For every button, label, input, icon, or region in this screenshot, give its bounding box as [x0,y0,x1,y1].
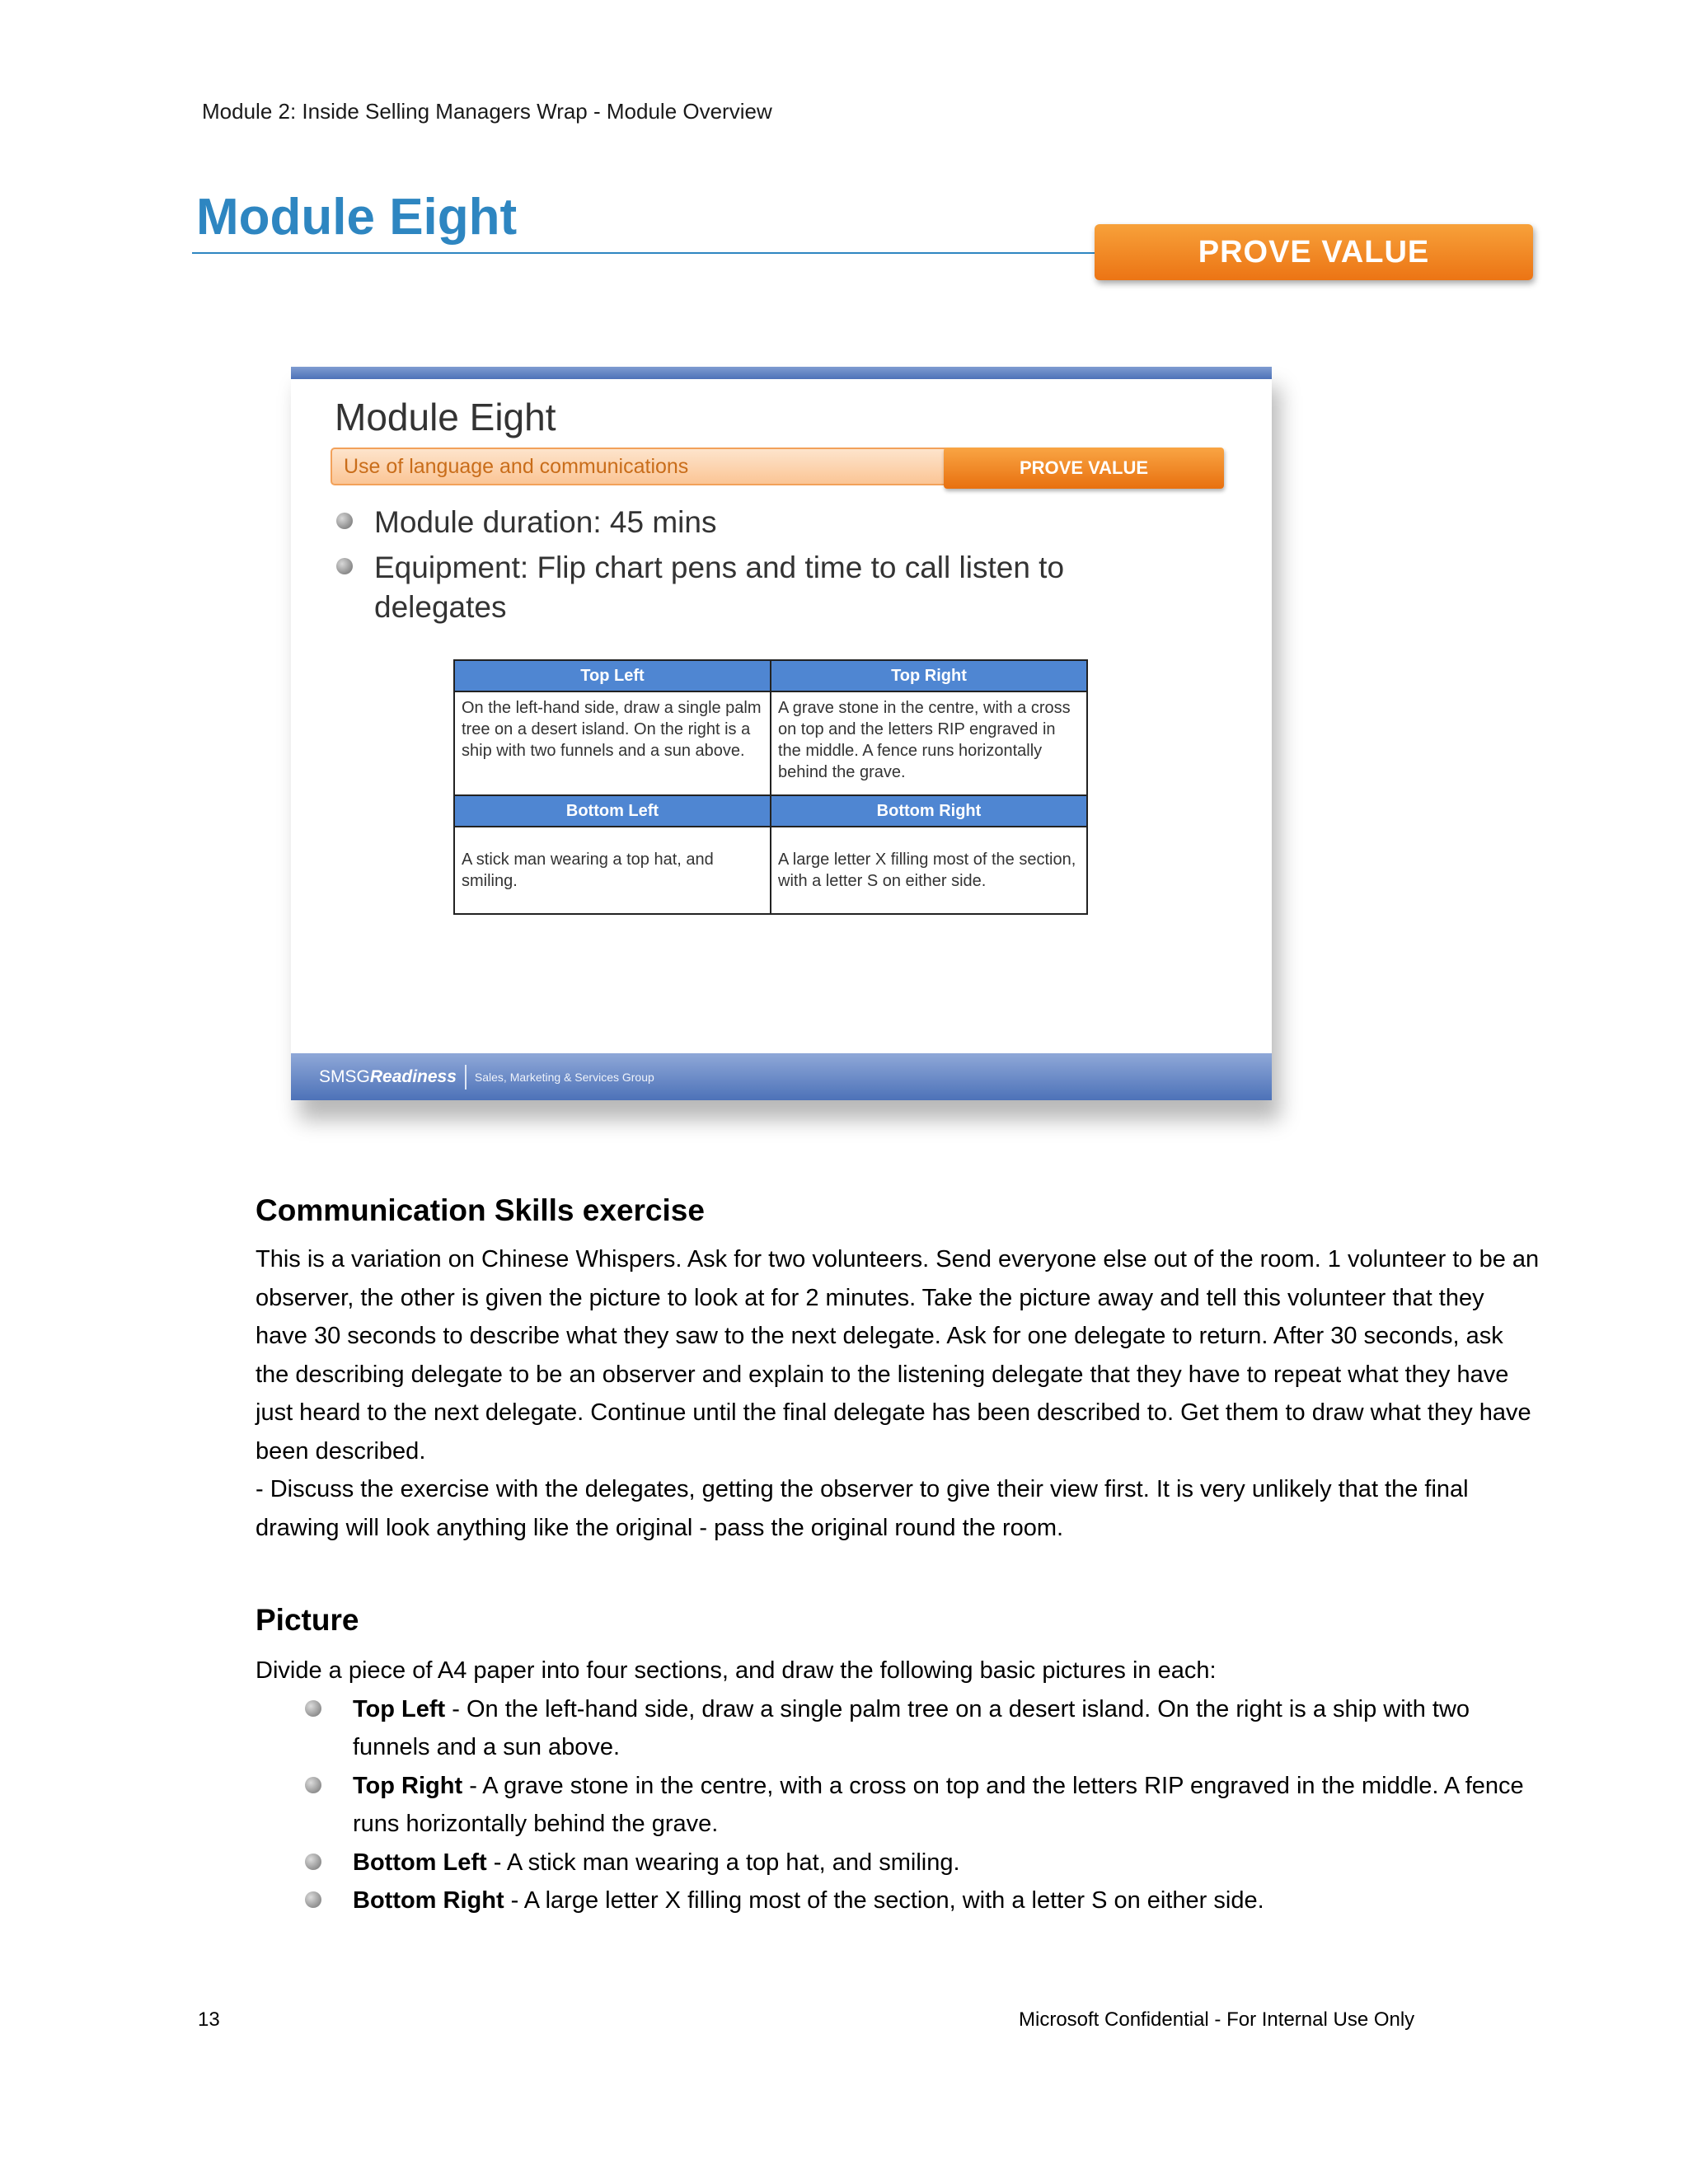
page-title: Module Eight [196,189,518,246]
slide-footer-group: Sales, Marketing & Services Group [474,1070,654,1084]
list-item [256,1767,1541,1844]
table-header-bottom-right: Bottom Right [771,795,1087,827]
list-item [256,1882,1541,1920]
prove-value-badge: PROVE VALUE [1095,224,1533,280]
table-header-top-right: Top Right [771,660,1087,691]
table-cell-top-right: A grave stone in the centre, with a cross on top and the letters RIP engraved in the middle. A fence runs horizontally behind the grave. [771,691,1087,795]
list-item [256,1844,1541,1882]
item-label: Bottom Right [353,1887,504,1914]
item-text: - A large letter X filling most of the section, with a letter S on either side. [504,1887,1264,1914]
slide-footer-bar [291,1053,1272,1100]
slide-bullet-text: Module duration: 45 mins [374,505,717,539]
communication-paragraph [256,1240,1541,1547]
item-label: Top Left [353,1695,446,1722]
running-header: Module 2: Inside Selling Managers Wrap - Module Overview [202,99,772,124]
bullet-icon [336,558,353,574]
slide-subtitle-bar: Use of language and communications [331,448,957,485]
picture-section [256,1652,1541,1920]
exercise-discussion-note: - Discuss the exercise with the delegates, getting the observer to give their view first. It is very unlikely that the final drawing will look anything like the original - pass the original round the room. [256,1476,1469,1541]
table-header-bottom-left: Bottom Left [454,795,771,827]
slide-picture-table [453,659,1088,915]
bullet-icon [305,1854,321,1870]
table-cell-bottom-right: A large letter X filling most of the section, with a letter S on either side. [771,827,1087,914]
bullet-icon [336,513,353,529]
item-text: - A stick man wearing a top hat, and smiling. [486,1849,960,1876]
list-item [256,1690,1541,1767]
item-label: Bottom Left [353,1849,487,1876]
bullet-icon [305,1891,321,1908]
title-underline [192,252,1100,254]
slide-top-bar [291,367,1272,379]
footer-divider [465,1065,467,1090]
slide-title: Module Eight [335,396,556,438]
slide-image [291,367,1272,1100]
section-heading-picture: Picture [256,1603,359,1637]
bullet-icon [305,1700,321,1717]
table-cell-top-left: On the left-hand side, draw a single palm tree on a desert island. On the right is a ship with two funnels and a sun above. [454,691,771,795]
item-text: - A grave stone in the centre, with a cross on top and the letters RIP engraved in the middle. A fence runs horizontally behind the grave. [353,1772,1524,1837]
section-heading-communication: Communication Skills exercise [256,1193,705,1227]
picture-intro: Divide a piece of A4 paper into four sections, and draw the following basic pictures in each: [256,1657,1217,1684]
confidential-notice: Microsoft Confidential - For Internal Use Only [1019,2008,1415,2031]
item-text: - On the left-hand side, draw a single palm tree on a desert island. On the right is a ship with two funnels and a sun above. [353,1695,1470,1760]
bullet-icon [305,1777,321,1793]
page-number: 13 [198,2008,220,2031]
table-cell-bottom-left: A stick man wearing a top hat, and smiling. [454,827,771,914]
slide-footer-brand: SMSGReadiness [319,1066,457,1086]
slide-prove-value-badge: PROVE VALUE [944,448,1224,489]
slide-bullet-text: Equipment: Flip chart pens and time to call listen to delegates [374,551,1065,624]
table-header-top-left: Top Left [454,660,771,691]
item-label: Top Right [353,1772,463,1799]
exercise-description: This is a variation on Chinese Whispers. Ask for two volunteers. Send everyone else out of the room. 1 volunteer to be an observer, the other is given the picture to look at for 2 minutes. Take the picture away and tell this volunteer that they have 30 seconds to describe what they saw to the next delegate. Ask for one delegate to return. After 30 seconds, ask the describing delegate to be an observer and explain to the listening delegate that they have to repeat what they have just heard to the next delegate. Continue until the final delegate has been described to. Get them to draw what they have been described. [256,1246,1540,1465]
